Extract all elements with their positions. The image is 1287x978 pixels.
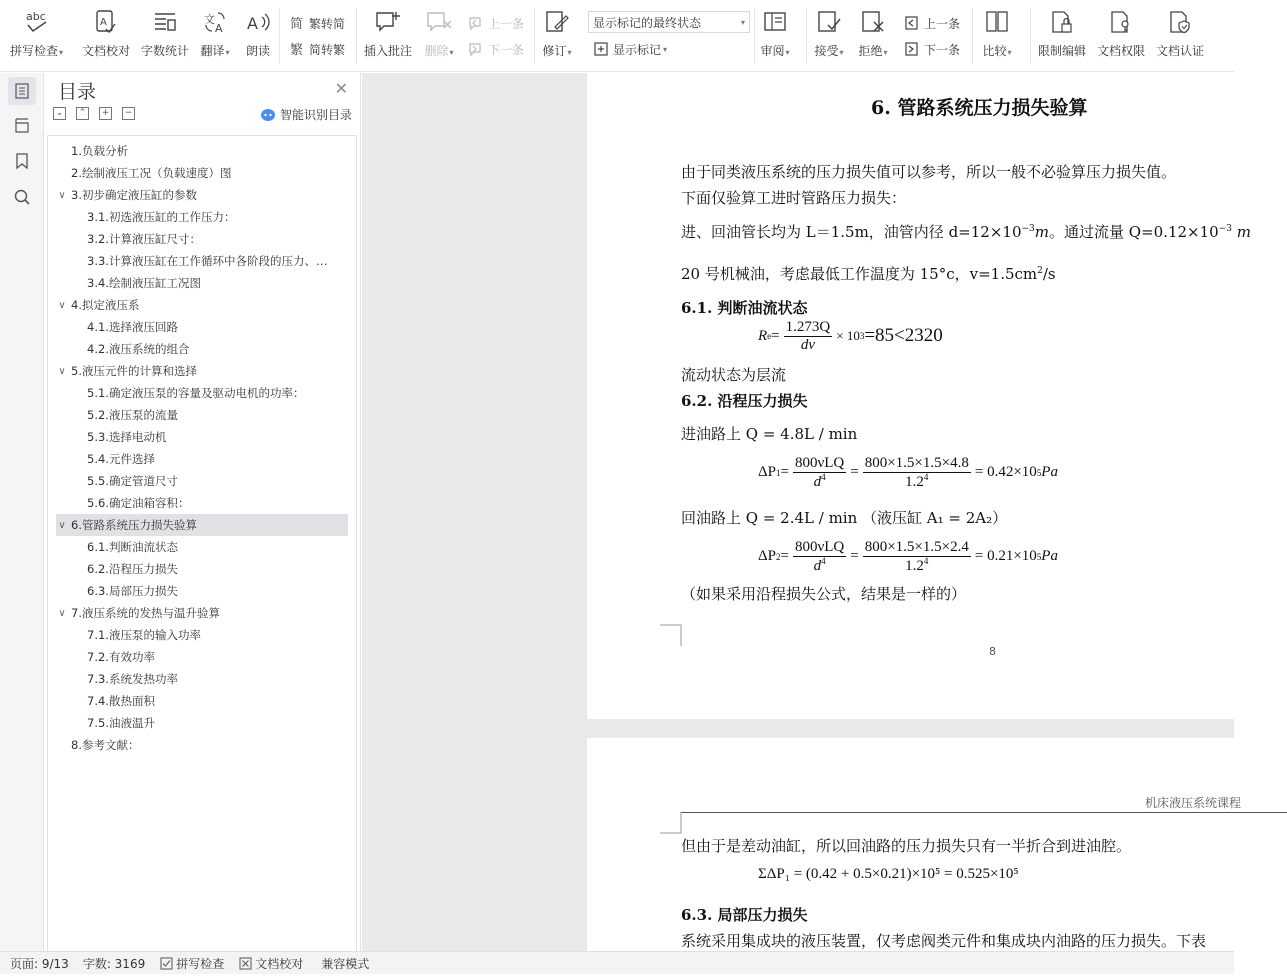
- pressure-loss-equation-1: ΔP 1 = $\frac{\text{800νLQ}}{d^4}$ = $\frac{800\times 1.5\times 1.5\times 4.8}{1.2^4}$ = 0.42×10 5 Pa: [758, 455, 1058, 490]
- doc-proof-label: 文档校对: [82, 44, 131, 58]
- read-aloud-button[interactable]: [243, 8, 273, 59]
- restrict-edit-button[interactable]: [1038, 8, 1086, 59]
- status-spell-check[interactable]: [159, 955, 224, 972]
- next-comment-label: 下一条: [488, 42, 525, 57]
- toc-item[interactable]: [56, 646, 348, 668]
- toc-item-label: 4.2.液压系统的组合: [87, 342, 190, 356]
- reject-button[interactable]: 拒绝▾: [858, 8, 888, 59]
- page-number: 8: [989, 645, 996, 658]
- toc-item[interactable]: [56, 294, 348, 316]
- paragraph: 但由于是差动油缸，所以回油路的压力损失只有一半折合到进油腔。: [681, 837, 1132, 855]
- toc-item[interactable]: [56, 404, 348, 426]
- track-changes-icon: [542, 8, 572, 36]
- word-count-icon: [150, 8, 180, 36]
- toc-item[interactable]: [56, 140, 348, 162]
- section-heading: 6. 管路系统压力损失验算: [871, 97, 1088, 119]
- toc-item[interactable]: [56, 712, 348, 734]
- toc-item-label: 7.2.有效功率: [87, 650, 155, 664]
- svg-text:繁: 繁: [290, 43, 304, 58]
- toc-item[interactable]: [56, 162, 348, 184]
- review-label: 审阅: [760, 44, 785, 58]
- ribbon-divider: [806, 8, 807, 64]
- next-change-icon: [903, 40, 921, 58]
- markup-mode-value: 显示标记的最终状态: [593, 15, 702, 30]
- revise-button[interactable]: 修订▾: [542, 8, 572, 59]
- toc-item-label: 5.4.元件选择: [87, 452, 155, 466]
- document-area[interactable]: [362, 73, 1252, 951]
- toc-item[interactable]: [56, 382, 348, 404]
- review-button[interactable]: 审阅▾: [760, 8, 790, 59]
- expand-up-icon[interactable]: ⌃: [76, 107, 89, 120]
- toc-panel: [45, 73, 361, 951]
- add-heading-icon[interactable]: +: [99, 107, 112, 120]
- compare-label: 比较: [982, 44, 1007, 58]
- simp-to-trad-icon: [288, 40, 306, 58]
- svg-text:简: 简: [290, 17, 304, 32]
- status-spell-label: 拼写检查: [176, 956, 225, 971]
- toc-item-label: 7.液压系统的发热与温升验算: [71, 606, 220, 620]
- pressure-loss-equation-2: ΔP 2 = $\frac{\text{800νLQ}}{d^4}$ = $\frac{800\times 1.5\times 1.5\times 2.4}{1.2^4}$ = 0.21×10 5 Pa: [758, 539, 1058, 574]
- insert-comment-button[interactable]: [364, 8, 412, 59]
- document-page[interactable]: [587, 738, 1287, 978]
- doc-permission-button[interactable]: [1097, 8, 1145, 59]
- close-icon[interactable]: ✕: [334, 79, 348, 98]
- smart-toc-label: 智能识别目录: [279, 108, 352, 122]
- toc-item[interactable]: [56, 184, 348, 206]
- toc-item-label: 5.3.选择电动机: [87, 430, 167, 444]
- show-markup-label: 显示标记: [613, 42, 662, 57]
- toc-toolbar: [53, 107, 135, 120]
- doc-permission-label: 文档权限: [1097, 44, 1146, 58]
- section-nav-icon[interactable]: [8, 111, 36, 139]
- comment-delete-icon: [424, 8, 454, 36]
- ribbon-divider: [1030, 8, 1031, 64]
- toc-item-label: 5.液压元件的计算和选择: [71, 364, 197, 378]
- toc-item-label: 5.6.确定油箱容积：: [87, 496, 190, 510]
- svg-text:abc: abc: [25, 10, 46, 23]
- accept-change-icon: [814, 8, 844, 36]
- remove-heading-icon[interactable]: −: [122, 107, 135, 120]
- simp-to-trad-button[interactable]: [288, 40, 345, 58]
- doc-certify-button[interactable]: [1156, 8, 1204, 59]
- translate-button[interactable]: 文 A 翻译▾: [200, 8, 230, 59]
- compat-mode: 兼容模式: [321, 956, 370, 971]
- chevron-down-icon[interactable]: ∨: [58, 299, 66, 311]
- chevron-down-icon[interactable]: ∨: [58, 607, 66, 619]
- toc-item[interactable]: [56, 492, 348, 514]
- proof-box-icon: [238, 956, 252, 970]
- toc-item[interactable]: [56, 250, 348, 272]
- svg-text:A: A: [247, 14, 258, 33]
- subheading: 6.1. 判断油流状态: [681, 299, 808, 317]
- chevron-down-icon[interactable]: ∨: [58, 365, 66, 377]
- show-markup-button[interactable]: 显示标记 ▾: [592, 40, 667, 58]
- toc-item[interactable]: [56, 514, 348, 536]
- doc-proof-button[interactable]: [82, 8, 130, 59]
- word-count-indicator[interactable]: 字数: 3169: [82, 956, 146, 971]
- ribbon-divider: [279, 8, 280, 64]
- status-bar: [0, 951, 1234, 974]
- delete-comment-button[interactable]: 删除▾: [424, 8, 454, 59]
- doc-certify-label: 文档认证: [1156, 44, 1205, 58]
- spell-check-button[interactable]: abc 拼写检查▾: [10, 10, 64, 58]
- lock-doc-icon: [1047, 8, 1077, 36]
- toc-item[interactable]: [56, 206, 348, 228]
- accept-button[interactable]: 接受▾: [814, 8, 844, 59]
- next-comment-icon: [467, 40, 485, 58]
- toc-item[interactable]: [56, 690, 348, 712]
- toc-item-label: 5.1.确定液压泵的容量及驱动电机的功率：: [87, 386, 305, 400]
- checkbox-icon: [159, 956, 173, 970]
- read-aloud-label: 朗读: [245, 44, 270, 58]
- toc-item[interactable]: [56, 470, 348, 492]
- trad-to-simp-label: 繁转简: [309, 16, 346, 31]
- page-header: 机床液压系统课程: [1145, 796, 1242, 810]
- toc-item[interactable]: [56, 580, 348, 602]
- chevron-down-icon: ▾: [740, 17, 745, 27]
- toc-item-label: 6.2.沿程压力损失: [87, 562, 178, 576]
- translate-icon: [200, 8, 230, 36]
- prev-comment-label: 上一条: [488, 16, 525, 31]
- markup-mode-select[interactable]: [588, 11, 750, 33]
- prev-comment-button[interactable]: [467, 14, 524, 32]
- word-count-label: 字数统计: [141, 44, 190, 58]
- restrict-edit-label: 限制编辑: [1038, 44, 1087, 58]
- toc-item-label: 2.绘制液压工况（负载速度）图: [71, 166, 232, 180]
- next-change-button[interactable]: [903, 40, 960, 58]
- prev-change-icon: [903, 14, 921, 32]
- compare-button[interactable]: 比较▾: [982, 8, 1012, 59]
- ribbon-divider: [356, 8, 357, 64]
- toc-title: 目录: [58, 81, 97, 103]
- toc-item[interactable]: [56, 338, 348, 360]
- paragraph: （如果采用沿程损失公式，结果是一样的）: [681, 585, 967, 603]
- ribbon-toolbar: [0, 0, 1234, 72]
- toc-item-label: 5.2.液压泵的流量: [87, 408, 178, 422]
- toc-item-label: 4.拟定液压系: [71, 298, 140, 312]
- trad-to-simp-icon: [288, 14, 306, 32]
- spell-check-label: 拼写检查: [10, 44, 59, 58]
- collapse-all-icon[interactable]: ⌄: [53, 107, 66, 120]
- review-pane-icon: [760, 8, 790, 36]
- toc-item-label: 8.参考文献：: [71, 738, 140, 752]
- prev-comment-icon: [467, 14, 485, 32]
- toc-list: [47, 135, 357, 951]
- insert-comment-label: 插入批注: [364, 44, 413, 58]
- toc-item[interactable]: [56, 272, 348, 294]
- smart-toc-button[interactable]: [260, 106, 352, 123]
- document-page[interactable]: [587, 73, 1287, 719]
- paragraph: 进油路上 Q = 4.8L / min: [681, 425, 858, 443]
- toc-item-label: 3.4.绘制液压缸工况图: [87, 276, 201, 290]
- toc-item[interactable]: [56, 426, 348, 448]
- word-count-button[interactable]: [141, 8, 189, 59]
- page-indicator[interactable]: 页面: 9/13: [10, 956, 69, 971]
- translate-label: 翻译: [200, 44, 225, 58]
- toc-item[interactable]: [56, 228, 348, 250]
- toc-item[interactable]: [56, 624, 348, 646]
- toc-item-label: 7.4.散热面积: [87, 694, 155, 708]
- sum-equation: ΣΔP₁ = (0.42 + 0.5×0.21)×10⁵ = 0.525×10⁵: [758, 866, 1019, 882]
- read-aloud-icon: [243, 8, 273, 36]
- trad-to-simp-button[interactable]: [288, 14, 345, 32]
- paragraph: 进、回油管长均为 L＝1.5m，油管内径 $d=12\times 10^{-3}m$。通过流量 $Q=0.12\times 10^{-3}$ m: [681, 223, 1252, 241]
- reject-change-icon: [858, 8, 888, 36]
- show-markup-icon: [592, 40, 610, 58]
- toc-item-label: 6.管路系统压力损失验算: [71, 518, 197, 532]
- paragraph: 流动状态为层流: [681, 366, 787, 384]
- nav-rail: [0, 73, 44, 951]
- ribbon-divider: [754, 8, 755, 64]
- toc-item[interactable]: [56, 536, 348, 558]
- toc-item-label: 3.初步确定液压缸的参数: [71, 188, 197, 202]
- header-rule: [681, 812, 1287, 813]
- simp-to-trad-label: 简转繁: [309, 42, 346, 57]
- toc-item[interactable]: [56, 668, 348, 690]
- svg-text:A: A: [100, 17, 107, 28]
- reject-label: 拒绝: [858, 44, 883, 58]
- chevron-down-icon[interactable]: ∨: [58, 519, 66, 531]
- ribbon-divider: [534, 8, 535, 64]
- ribbon-divider: [972, 8, 973, 64]
- prev-change-button[interactable]: [903, 14, 960, 32]
- chevron-down-icon[interactable]: ∨: [58, 189, 66, 201]
- paragraph: 回油路上 Q = 2.4L / min （液压缸 A₁ = 2A₂）: [681, 509, 1008, 527]
- comment-plus-icon: [373, 8, 403, 36]
- status-doc-proof[interactable]: [238, 955, 303, 972]
- next-comment-button[interactable]: [467, 40, 524, 58]
- toc-item-label: 3.3.计算液压缸在工作循环中各阶段的压力、…: [87, 254, 328, 268]
- revise-label: 修订: [542, 44, 567, 58]
- toc-item[interactable]: [56, 602, 348, 624]
- svg-text:文: 文: [204, 13, 215, 26]
- next-change-label: 下一条: [924, 42, 961, 57]
- toc-item-label: 6.3.局部压力损失: [87, 584, 178, 598]
- toc-item-label: 3.1.初选液压缸的工作压力：: [87, 210, 236, 224]
- paragraph: 下面仅验算工进时管路压力损失：: [681, 189, 907, 207]
- subheading: 6.2. 沿程压力损失: [681, 392, 808, 410]
- svg-text:A: A: [215, 22, 223, 35]
- margin-corner-mark: [660, 624, 682, 646]
- toc-item[interactable]: [56, 448, 348, 470]
- smart-toc-icon: [260, 108, 276, 122]
- paragraph: 系统采用集成块的液压装置，仅考虑阀类元件和集成块内油路的压力损失。下表: [681, 932, 1207, 950]
- status-proof-label: 文档校对: [255, 956, 304, 971]
- toc-item-label: 7.5.油液温升: [87, 716, 155, 730]
- paragraph: 由于同类液压系统的压力损失值可以参考，所以一般不必验算压力损失值。: [681, 163, 1177, 181]
- subheading: 6.3. 局部压力损失: [681, 906, 808, 924]
- toc-item-label: 5.5.确定管道尺寸: [87, 474, 178, 488]
- toc-item[interactable]: [56, 360, 348, 382]
- toc-item-label: 6.1.判断油流状态: [87, 540, 178, 554]
- search-icon[interactable]: [8, 183, 36, 211]
- compare-icon: [982, 8, 1012, 36]
- toc-item[interactable]: [56, 316, 348, 338]
- reynolds-equation: R e = $\frac{1.273Q}{dv}$ × 10 3 =85<2320: [758, 319, 943, 353]
- toc-item-label: 7.3.系统发热功率: [87, 672, 178, 686]
- toc-item[interactable]: [56, 734, 348, 756]
- toc-item-label: 4.1.选择液压回路: [87, 320, 178, 334]
- doc-proof-icon: [91, 8, 121, 36]
- toc-item-label: 7.1.液压泵的输入功率: [87, 628, 201, 642]
- bookmark-icon[interactable]: [8, 147, 36, 175]
- margin-corner-mark: [660, 812, 682, 834]
- toc-item-label: 3.2.计算液压缸尺寸：: [87, 232, 201, 246]
- shield-doc-icon: [1165, 8, 1195, 36]
- toc-item-label: 1.负载分析: [71, 144, 128, 158]
- accept-label: 接受: [814, 44, 839, 58]
- spell-check-icon: [22, 8, 52, 36]
- delete-label: 删除: [424, 44, 449, 58]
- toc-panel-icon[interactable]: [8, 77, 36, 105]
- prev-change-label: 上一条: [924, 16, 961, 31]
- paragraph: 20 号机械油，考虑最低工作温度为 15°c，$v=1.5cm^2/s$: [681, 265, 1056, 283]
- toc-item[interactable]: [56, 558, 348, 580]
- key-doc-icon: [1106, 8, 1136, 36]
